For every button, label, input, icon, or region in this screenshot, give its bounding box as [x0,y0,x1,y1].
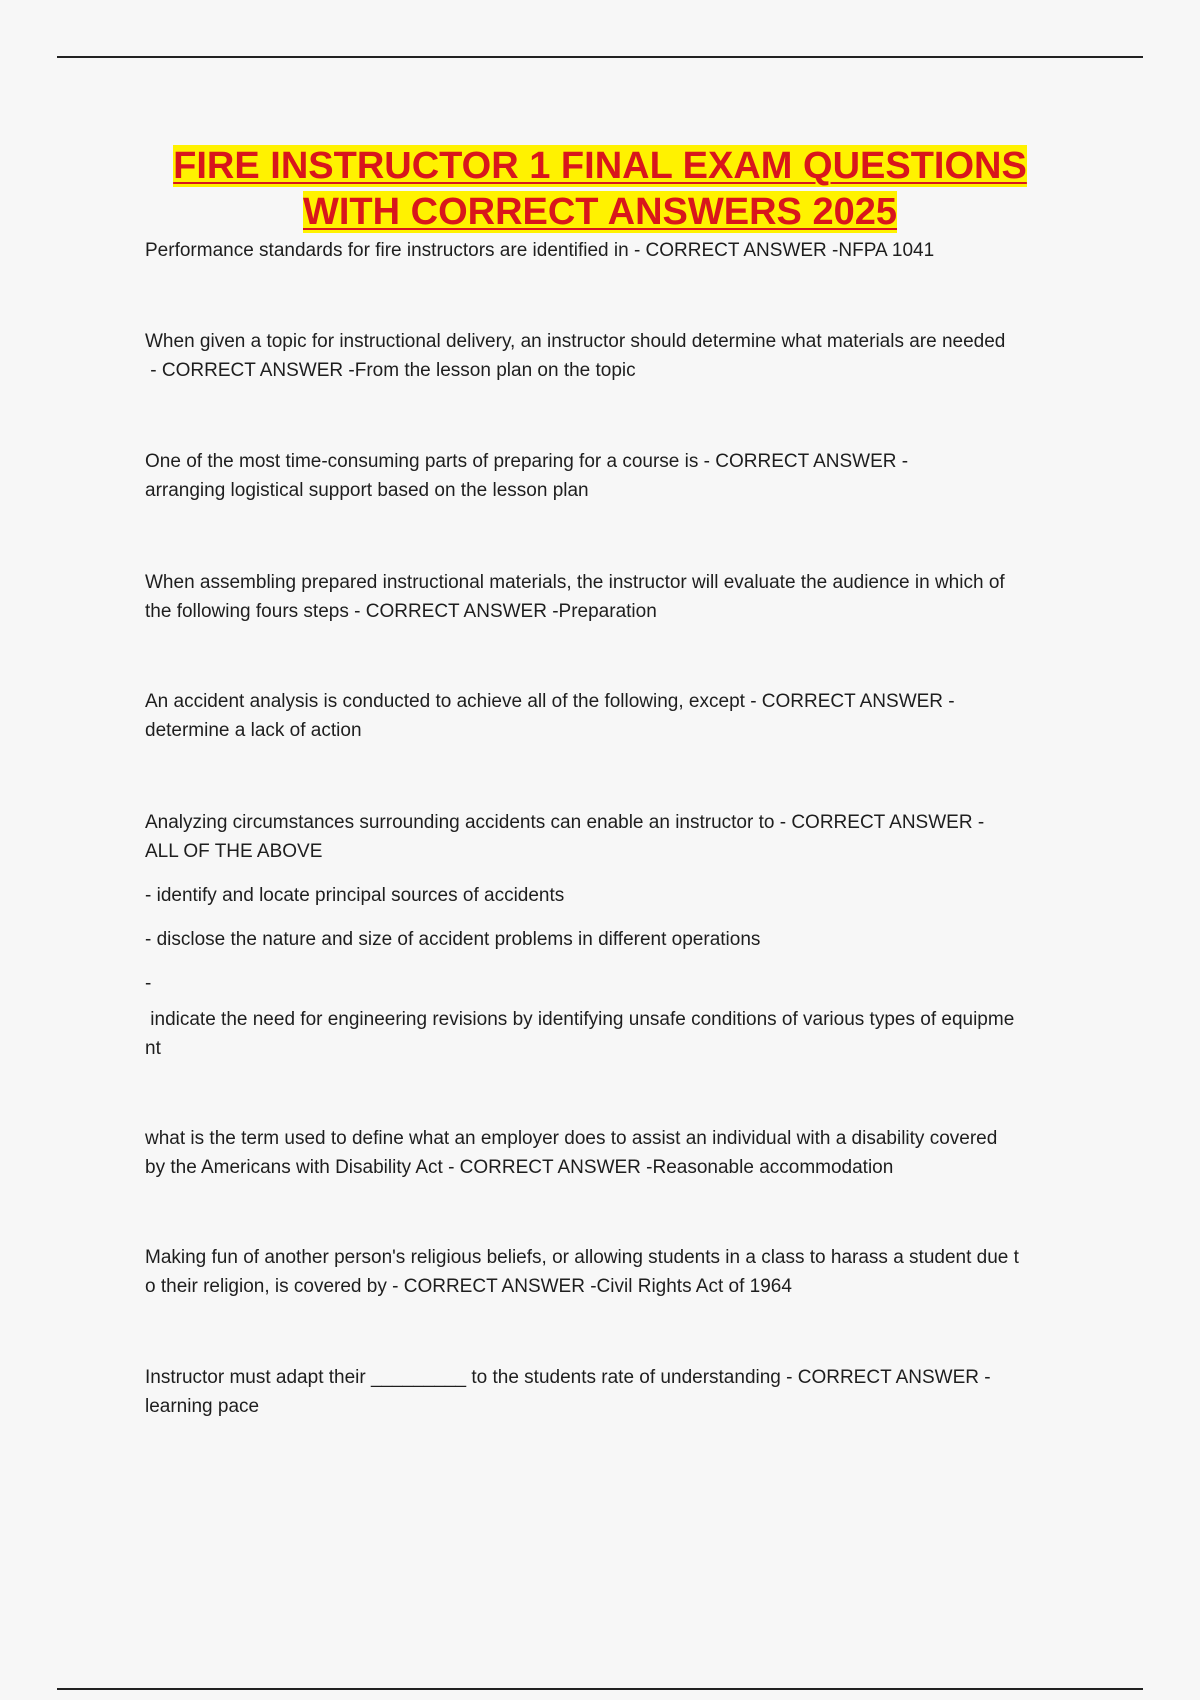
qa-text-line: Making fun of another person's religious beliefs, or allowing students in a class to harass a student due t [145,1247,1019,1268]
qa-bullet-line: nt [145,1038,161,1059]
qa-item-7 [145,1124,1090,1182]
qa-text-line: Performance standards for fire instructors are identified in - CORRECT ANSWER -NFPA 1041 [145,240,935,261]
qa-item-8 [145,1243,1090,1301]
document-title [100,143,1100,235]
qa-text-line: When assembling prepared instructional materials, the instructor will evaluate the audience in which of [145,572,1005,593]
qa-bullet-line: - identify and locate principal sources of accidents [145,885,565,906]
qa-text-line: o their religion, is covered by - CORRECT ANSWER -Civil Rights Act of 1964 [145,1276,792,1297]
qa-text-line: One of the most time-consuming parts of preparing for a course is - CORRECT ANSWER - [145,451,909,472]
qa-text-line: An accident analysis is conducted to achieve all of the following, except - CORRECT ANSWER - [145,691,955,712]
qa-item-4 [145,568,1090,626]
qa-bullet-line: - disclose the nature and size of accident problems in different operations [145,929,761,950]
qa-bullet-line: indicate the need for engineering revisions by identifying unsafe conditions of various types of equipme [145,1009,1015,1030]
qa-text-line: ALL OF THE ABOVE [145,841,323,862]
qa-text-line: arranging logistical support based on the lesson plan [145,480,589,501]
qa-text-line: what is the term used to define what an employer does to assist an individual with a disability covered [145,1128,998,1149]
qa-text-line: the following fours steps - CORRECT ANSWER -Preparation [145,601,657,622]
bottom-rule [57,1688,1143,1690]
qa-bullet-line: - [145,973,152,994]
qa-item-9 [145,1363,1090,1421]
qa-item-6 [145,808,1090,1063]
qa-text-line: determine a lack of action [145,720,362,741]
title-line-1: FIRE INSTRUCTOR 1 FINAL EXAM QUESTIONS [173,145,1027,187]
qa-item-2 [145,327,1090,385]
qa-text-line: Instructor must adapt their _________ to the students rate of understanding - CORRECT ANSWER - [145,1367,991,1388]
qa-text-line: - CORRECT ANSWER -From the lesson plan on the topic [145,360,636,381]
qa-text-line: Analyzing circumstances surrounding accidents can enable an instructor to - CORRECT ANSWER - [145,812,985,833]
top-rule [57,56,1143,58]
qa-text-line: by the Americans with Disability Act - CORRECT ANSWER -Reasonable accommodation [145,1157,894,1178]
qa-text-line: When given a topic for instructional delivery, an instructor should determine what materials are needed [145,331,1006,352]
qa-text-line: learning pace [145,1396,260,1417]
title-line-2: WITH CORRECT ANSWERS 2025 [303,191,897,233]
qa-item-3 [145,447,1090,505]
qa-item-5 [145,687,1090,745]
qa-item-1 [145,236,1090,265]
